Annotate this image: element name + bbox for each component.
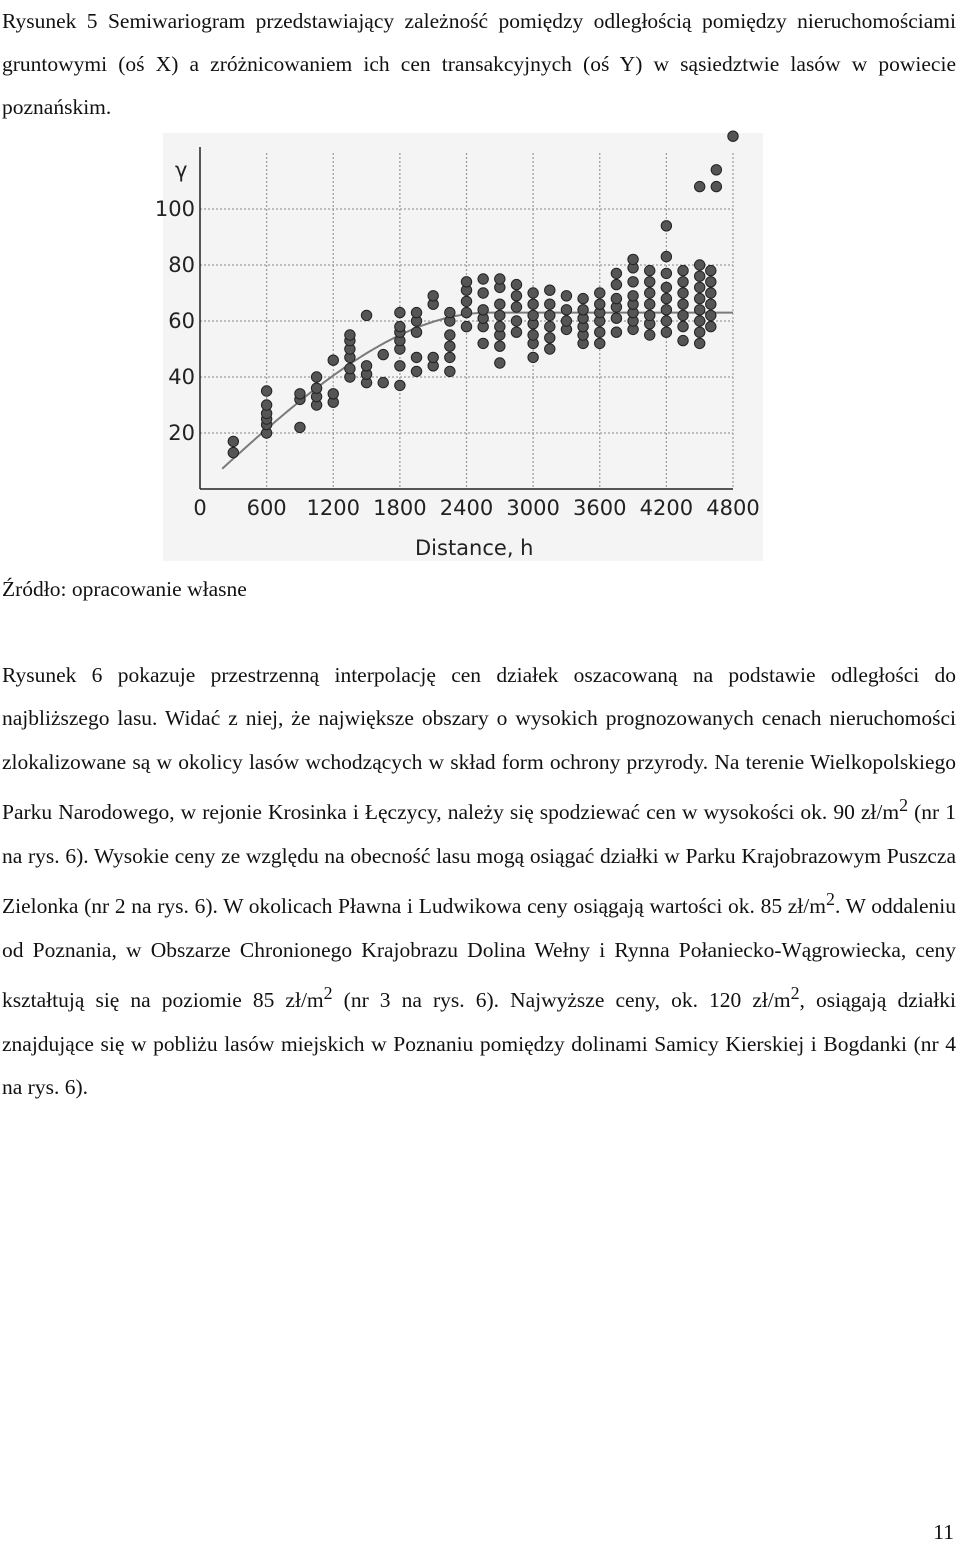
- data-point: [561, 291, 571, 301]
- data-point: [578, 293, 588, 303]
- x-tick-label: 2400: [439, 496, 494, 520]
- data-point: [528, 288, 538, 298]
- data-point: [511, 316, 521, 326]
- paragraph-text-3: . W oddaleniu od Poznania, w Obszarze Chronionego Krajobrazu Dolina Wełny i Rynna Połaniecko-Wągrowiecka, ceny kształtują się na poziomie 85 zł/m: [2, 894, 956, 1013]
- data-point: [711, 181, 721, 191]
- data-point: [511, 302, 521, 312]
- x-tick-label: 4800: [706, 496, 760, 520]
- data-point: [706, 299, 716, 309]
- data-point: [478, 305, 488, 315]
- data-point: [661, 327, 671, 337]
- data-point: [361, 310, 371, 320]
- data-point: [706, 321, 716, 331]
- data-point: [694, 260, 704, 270]
- page-number: 11: [933, 1520, 954, 1544]
- figure-caption: Rysunek 5 Semiwariogram przedstawiający zależność pomiędzy odległością pomiędzy nieruchomościami gruntowymi (oś X) a zróżnicowaniem ich cen transakcyjnych (oś Y) w sąsiedztwie lasów w powiecie poznańskim.: [2, 9, 956, 119]
- data-point: [661, 268, 671, 278]
- data-point: [645, 330, 655, 340]
- data-point: [228, 436, 238, 446]
- data-point: [345, 330, 355, 340]
- y-axis-label: γ: [175, 158, 188, 182]
- data-point: [595, 338, 605, 348]
- data-point: [545, 321, 555, 331]
- data-point: [706, 277, 716, 287]
- data-point: [378, 377, 388, 387]
- semivariogram-chart: [154, 133, 763, 561]
- data-point: [445, 341, 455, 351]
- data-point: [511, 279, 521, 289]
- data-point: [445, 330, 455, 340]
- data-point: [545, 299, 555, 309]
- data-point: [395, 380, 405, 390]
- data-point: [445, 307, 455, 317]
- data-point: [628, 277, 638, 287]
- paragraph-text-5: , osiągają działki znajdujące się w pobliżu lasów miejskich w Poznaniu pomiędzy dolinami Samicy Kierskiej i Bogdanki (nr 4 na rys. 6).: [2, 988, 956, 1100]
- data-point: [461, 296, 471, 306]
- data-point: [694, 316, 704, 326]
- data-point: [645, 288, 655, 298]
- x-tick-label: 3600: [573, 496, 627, 520]
- data-point: [545, 285, 555, 295]
- data-point: [728, 131, 738, 141]
- data-point: [295, 422, 305, 432]
- data-point: [478, 274, 488, 284]
- data-point: [428, 291, 438, 301]
- data-point: [495, 299, 505, 309]
- data-point: [611, 279, 621, 289]
- data-point: [561, 305, 571, 315]
- data-point: [511, 291, 521, 301]
- data-point: [561, 316, 571, 326]
- data-point: [428, 352, 438, 362]
- data-point: [261, 386, 271, 396]
- data-point: [611, 327, 621, 337]
- y-tick-label: 20: [168, 421, 195, 445]
- data-point: [495, 310, 505, 320]
- data-point: [478, 338, 488, 348]
- data-point: [578, 305, 588, 315]
- data-point: [228, 447, 238, 457]
- x-tick-label: 4200: [639, 496, 694, 520]
- data-point: [678, 310, 688, 320]
- data-point: [545, 310, 555, 320]
- data-point: [411, 327, 421, 337]
- data-point: [694, 338, 704, 348]
- data-point: [611, 293, 621, 303]
- data-point: [411, 366, 421, 376]
- data-point: [595, 327, 605, 337]
- data-point: [661, 316, 671, 326]
- data-point: [661, 251, 671, 261]
- data-point: [295, 389, 305, 399]
- data-point: [311, 372, 321, 382]
- data-point: [694, 305, 704, 315]
- data-point: [311, 383, 321, 393]
- x-tick-label: 1800: [373, 496, 427, 520]
- superscript-4: 2: [790, 983, 800, 1004]
- data-point: [645, 299, 655, 309]
- data-point: [395, 321, 405, 331]
- data-point: [411, 352, 421, 362]
- y-tick-label: 80: [168, 253, 195, 277]
- data-point: [678, 335, 688, 345]
- data-point: [495, 321, 505, 331]
- data-point: [595, 299, 605, 309]
- data-point: [595, 288, 605, 298]
- data-point: [328, 355, 338, 365]
- data-point: [411, 307, 421, 317]
- data-point: [361, 361, 371, 371]
- data-points: [228, 131, 738, 458]
- data-point: [678, 277, 688, 287]
- y-tick-label: 40: [168, 365, 195, 389]
- data-point: [545, 333, 555, 343]
- data-point: [461, 321, 471, 331]
- data-point: [461, 277, 471, 287]
- data-point: [528, 310, 538, 320]
- paragraph-text-1: Rysunek 6 pokazuje przestrzenną interpolację cen działek oszacowaną na podstawie odległości do najbliższego lasu. Widać z niej, że największe obszary o wysokich prognozowanych cenach nieruchomości zlokalizowane są w okolicy lasów wchodzących w skład form ochrony przyrody. Na terenie Wielkopolskiego Parku Narodowego, w rejonie Krosinka i Łęczycy, należy się spodziewać cen w wysokości ok. 90 zł/m: [2, 663, 956, 825]
- x-tick-label: 3000: [506, 496, 560, 520]
- data-point: [495, 274, 505, 284]
- data-point: [628, 254, 638, 264]
- superscript-3: 2: [323, 983, 333, 1004]
- data-point: [661, 293, 671, 303]
- data-point: [445, 366, 455, 376]
- data-point: [678, 299, 688, 309]
- body-paragraph: [2, 654, 956, 1110]
- data-point: [611, 313, 621, 323]
- superscript-2: 2: [825, 889, 835, 910]
- data-point: [694, 282, 704, 292]
- x-axis-label: Distance, h: [415, 536, 534, 560]
- data-point: [706, 310, 716, 320]
- data-point: [478, 288, 488, 298]
- y-tick-label: 60: [168, 309, 195, 333]
- data-point: [395, 307, 405, 317]
- data-point: [645, 277, 655, 287]
- data-point: [628, 291, 638, 301]
- data-point: [328, 389, 338, 399]
- paragraph-text-2: (nr 1 na rys. 6). Wysokie ceny ze względu na obecność lasu mogą osiągać działki w Parku Krajobrazowym Puszcza Zielonka (nr 2 na rys. 6). W okolicach Pławna i Ludwikowa ceny osiągają wartości ok. 85 zł/m: [2, 800, 956, 919]
- data-point: [711, 165, 721, 175]
- data-point: [445, 352, 455, 362]
- data-point: [706, 288, 716, 298]
- paragraph-text-4: (nr 3 na rys. 6). Najwyższe ceny, ok. 120 zł/m: [332, 988, 791, 1013]
- data-point: [694, 327, 704, 337]
- data-point: [495, 358, 505, 368]
- data-point: [678, 288, 688, 298]
- data-point: [661, 282, 671, 292]
- x-tick-label: 1200: [306, 496, 360, 520]
- data-point: [395, 361, 405, 371]
- data-point: [694, 181, 704, 191]
- data-point: [645, 310, 655, 320]
- figure-source: Źródło: opracowanie własne: [2, 577, 247, 601]
- data-point: [611, 268, 621, 278]
- x-tick-label: 0: [193, 496, 207, 520]
- data-point: [706, 265, 716, 275]
- tick-labels: [155, 197, 760, 520]
- data-point: [661, 305, 671, 315]
- data-point: [694, 293, 704, 303]
- superscript-1: 2: [899, 795, 909, 816]
- data-point: [694, 271, 704, 281]
- data-point: [528, 330, 538, 340]
- data-point: [545, 344, 555, 354]
- data-point: [528, 299, 538, 309]
- data-point: [645, 265, 655, 275]
- data-point: [661, 221, 671, 231]
- y-tick-label: 100: [154, 197, 195, 221]
- data-point: [678, 321, 688, 331]
- data-point: [678, 265, 688, 275]
- data-point: [528, 352, 538, 362]
- data-point: [261, 400, 271, 410]
- data-point: [378, 349, 388, 359]
- x-tick-label: 600: [246, 496, 287, 520]
- data-point: [511, 327, 521, 337]
- data-point: [495, 341, 505, 351]
- data-point: [345, 363, 355, 373]
- semivariogram-figure: [154, 133, 763, 561]
- data-point: [461, 307, 471, 317]
